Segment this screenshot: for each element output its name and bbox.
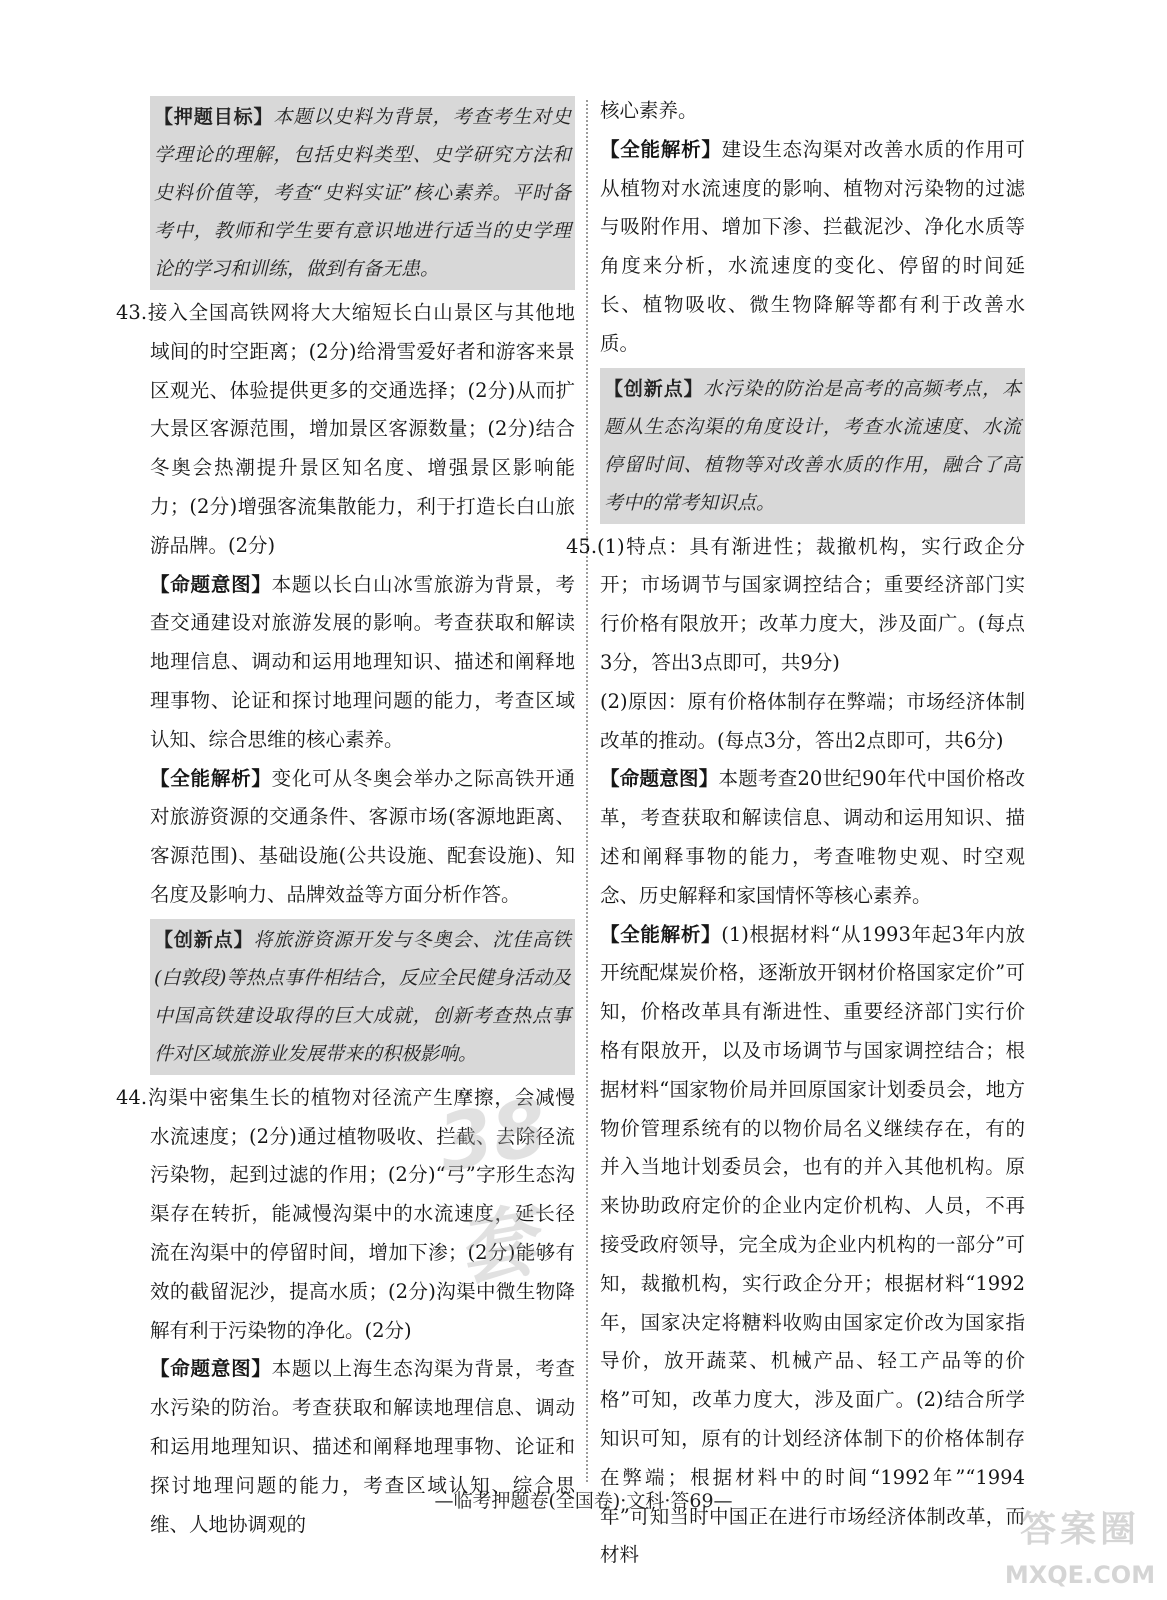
q43-intent: [150, 566, 575, 760]
q43-analysis-tag: 【全能解析】: [150, 766, 272, 790]
q44-number: 44.: [116, 1085, 148, 1109]
q45-analysis-text: (1)根据材料“从1993年起3年内放开统配煤炭价格，逐渐放开钢材价格国家定价”可知，价格改革具有渐进性、重要经济部门实行价格有限放开，以及市场调节与国家调控结合；根据材料“国家物价局并回原国家计划委员会，地方物价管理系统有的以物价局名义继续存在，有的并入当地计划委员会，也有的并入其他机构。原来协助政府定价的企业内定价机构、人员，不再接受政府领导，完全成为企业内机构的一部分”可知，裁撤机构，实行政企分开；根据材料“1992年，国家决定将糖料收购由国家定价改为国家指导价，放开蔬菜、机械产品、轻工产品等的价格”可知，改革力度大，涉及面广。(2)结合所学知识可知，原有的计划经济体制下的价格体制存在弊端；根据材料中的时间“1992年”“1994年”可知当时中国正在进行市场经济体制改革，而材料: [600, 922, 1025, 1567]
innovation-tag-2: 【创新点】: [604, 377, 704, 400]
target-tag: 【押题目标】: [154, 106, 274, 128]
q45-intent-tag: 【命题意图】: [600, 767, 719, 791]
page-footer: —临考押题卷(全国卷)·文科·答69—: [434, 1490, 733, 1512]
logo-seal: 答案圈: [1019, 1509, 1140, 1550]
q45-intent: [600, 760, 1025, 915]
q43-analysis-text: 变化可从冬奥会举办之际高铁开通对旅游资源的交通条件、客源市场(客源地距离、客源范围)、基础设施(公共设施、配套设施)、知名度及影响力、品牌效益等方面分析作答。: [150, 766, 575, 906]
q43-analysis: [150, 760, 575, 915]
q45-answer-part2: (2)原因：原有价格体制存在弊端；市场经济体制改革的推动。(每点3分，答出2点即可，共6分): [600, 689, 1025, 752]
continuation-text: 核心素养。: [600, 99, 698, 122]
target-paragraph: [154, 98, 571, 288]
logo-url: MXQE.COM: [1004, 1561, 1156, 1589]
q44-analysis-text: 建设生态沟渠对改善水质的作用可从植物对水流速度的影响、植物对污染物的过滤与吸附作用、增加下渗、拦截泥沙、净化水质等角度来分析，水流速度的变化、停留的时间延长、植物吸收、微生物降解等都有利于改善水质。: [600, 137, 1025, 355]
q44-analysis-tag: 【全能解析】: [600, 137, 722, 161]
q45-text1: (1)特点：具有渐进性；裁撤机构，实行政企分开；市场调节与国家调控结合；重要经济部门实行价格有限放开；改革力度大，涉及面广。(每点3分，答出3点即可，共9分): [597, 534, 1025, 674]
q44-answer: [116, 1079, 575, 1351]
innovation-paragraph-2: [604, 370, 1021, 522]
innovation-tag-1: 【创新点】: [154, 928, 254, 951]
q45-analysis: [600, 916, 1025, 1576]
left-column: [116, 92, 575, 1544]
q45-number: 45.: [566, 534, 598, 558]
target-box: [150, 96, 575, 290]
innovation-text-2: 水污染的防治是高考的高频考点，本题从生态沟渠的角度设计，考查水流速度、水流停留时间、植物等对改善水质的作用，融合了高考中的常考知识点。: [604, 377, 1021, 514]
q45-answer-part1: [566, 528, 1025, 683]
target-text: 本题以史料为背景，考查考生对史学理论的理解，包括史料类型、史学研究方法和史料价值等，考查“史料实证”核心素养。平时备考中，教师和学生要有意识地进行适当的史学理论的学习和训练，做到有备无患。: [154, 106, 571, 280]
innovation-box-2: [600, 368, 1025, 524]
q43-text: 接入全国高铁网将大大缩短长白山景区与其他地域间的时空距离；(2分)给滑雪爱好者和游客来景区观光、体验提供更多的交通选择；(2分)从而扩大景区客源范围，增加景区客源数量；(2分)结合冬奥会热潮提升景区知名度、增强景区影响能力；(2分)增强客流集散能力，利于打造长白山旅游品牌。(2分): [147, 301, 575, 557]
q44-intent: [150, 1350, 575, 1544]
watermark: 38套: [431, 1082, 555, 1299]
q43-answer: [116, 294, 575, 566]
q44-analysis: [600, 131, 1025, 364]
column-divider: [586, 100, 588, 1482]
q43-intent-tag: 【命题意图】: [150, 572, 272, 596]
innovation-paragraph-1: [154, 921, 571, 1073]
q44-intent-tag: 【命题意图】: [150, 1357, 272, 1381]
innovation-box-1: [150, 919, 575, 1075]
q43-intent-text: 本题以长白山冰雪旅游为背景，考查交通建设对旅游发展的影响。考查获取和解读地理信息、调动和运用地理知识、描述和阐释地理事物、论证和探讨地理问题的能力，考查区域认知、综合思维的核心素养。: [150, 572, 575, 751]
q45-analysis-tag: 【全能解析】: [600, 922, 722, 946]
q44-text: 沟渠中密集生长的植物对径流产生摩擦，会减慢水流速度；(2分)通过植物吸收、拦截、去除径流污染物，起到过滤的作用；(2分)“弓”字形生态沟渠存在转折，能减慢沟渠中的水流速度，延长径流在沟渠中的停留时间，增加下渗；(2分)能够有效的截留泥沙，提高水质；(2分)沟渠中微生物降解有利于污染物的净化。(2分): [147, 1085, 575, 1342]
q44-intent-text: 本题以上海生态沟渠为背景，考查水污染的防治。考查获取和解读地理信息、调动和运用地理知识、描述和阐释地理事物、论证和探讨地理问题的能力，考查区域认知、综合思维、人地协调观的: [150, 1357, 575, 1536]
q43-number: 43.: [116, 301, 148, 324]
innovation-text-1: 将旅游资源开发与冬奥会、沈佳高铁(白敦段)等热点事件相结合，反应全民健身活动及中国高铁建设取得的巨大成就，创新考查热点事件对区域旅游业发展带来的积极影响。: [154, 928, 571, 1065]
q45-intent-text: 本题考查20世纪90年代中国价格改革，考查获取和解读信息、调动和运用知识、描述和阐释事物的能力，考查唯物史观、时空观念、历史解释和家国情怀等核心素养。: [600, 767, 1025, 907]
corner-logo: [1000, 1500, 1160, 1596]
